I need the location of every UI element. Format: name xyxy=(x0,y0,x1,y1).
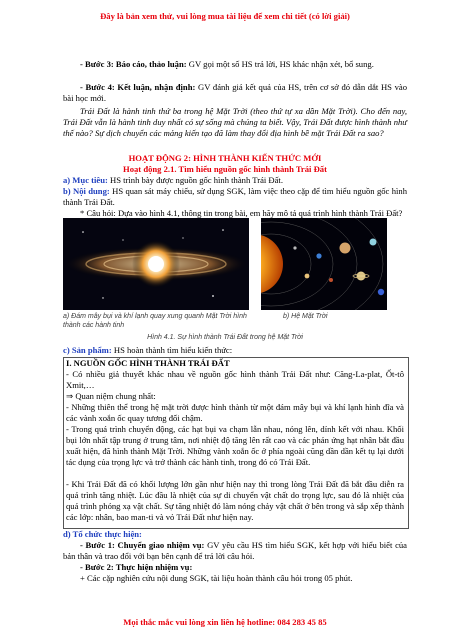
solar-system-illustration xyxy=(261,218,387,310)
box-line-2: ⇒ Quan niệm chung nhất: xyxy=(66,391,156,401)
activity-heading: HOẠT ĐỘNG 2: HÌNH THÀNH KIẾN THỨC MỚI xyxy=(128,153,322,163)
step4-label: - Bước 4: Kết luận, nhận định: xyxy=(80,82,196,92)
caption-b: b) Hệ Mặt Trời xyxy=(283,313,328,320)
dust-cloud-image xyxy=(63,218,249,310)
organize-label: d) Tổ chức thực hiện: xyxy=(63,529,142,539)
product-line xyxy=(63,345,407,356)
step2-label: - Bước 2: Thực hiện nhiệm vụ: xyxy=(80,562,193,572)
solar-system-image xyxy=(261,218,387,310)
figure-caption: Hình 4.1. Sự hình thành Trái Đất trong hệ Mặt Trời xyxy=(147,334,303,341)
content-text: HS quan sát máy chiếu, sử dụng SGK, làm việc theo cặp để tìm hiểu nguồn gốc hình thành Trái Đất. xyxy=(63,186,407,207)
hotline-banner: Mọi thắc mắc vui lòng xin liên hệ hotline: 084 283 45 85 xyxy=(123,617,327,627)
box-line-4: - Trong quá trình chuyển động, các hạt bụi va chạm lẫn nhau, nóng lên, dính kết với nhau. Khối bụi lớn nhất tập trung ở trung tâm, nơi nhiệt độ tăng lên rất cao và các phản ứng hạt nhân bắt đầu xuất hiện, đã hình thành Mặt Trời. Những vành xoắn ốc ở phía ngoài cũng dần dần kết tụ lại dưới tác dụng của trọng lực và trở thành các hành tinh, trong đó có Trái Đất. xyxy=(66,424,404,467)
question-line: * Câu hỏi: Dựa vào hình 4.1, thông tin trong bài, em hãy mô tả quá trình hình thành Trái Đất? xyxy=(80,208,403,218)
step4-text: GV đánh giá kết quả của HS, trên cơ sở đó dẫn dắt HS vào bài học mới. xyxy=(63,82,407,103)
box-line-1: - Có nhiều giả thuyết khác nhau về nguồn gốc hình thành Trái Đất như: Căng-La-plat, Ốt-tô Xmit,… xyxy=(66,369,404,390)
product-label: c) Sản phẩm: xyxy=(63,345,112,355)
content-label: b) Nội dung: xyxy=(63,186,110,196)
activity-subheading: Hoạt động 2.1. Tìm hiểu nguồn gốc hình thành Trái Đất xyxy=(123,164,327,174)
step2-text: + Các cặp nghiên cứu nội dung SGK, tài liệu hoàn thành câu hỏi trong 05 phút. xyxy=(80,573,353,583)
box-line-3: - Những thiên thể trong hệ mặt trời được hình thành từ một đám mây bụi và khí lạnh hình đĩa và các vành xoắn ốc quay tương đối chậm. xyxy=(66,402,404,423)
step3-text: GV gọi một số HS trả lời, HS khác nhận xét, bổ sung. xyxy=(186,59,374,69)
box-title: I. NGUỒN GỐC HÌNH THÀNH TRÁI ĐẤT xyxy=(66,358,230,368)
content-line xyxy=(63,186,407,208)
box-line-5: - Khi Trái Đất đã có khối lượng lớn gần như hiện nay thì trong lòng Trái Đất đã bắt đầu diễn ra quá trình tăng nhiệt. Lúc đầu là nhiệt của sự di chuyển vật chất do trọng lực, sau đó là nhiệt của quá trình phóng xạ vật chất. Sự tăng nhiệt đó làm nóng chảy vật chất ở bên trong và sắp xếp thành các lớp: nhân, bao man-ti và vỏ Trái Đất như hiện nay. xyxy=(66,479,404,522)
step1-text: GV yêu cầu HS tìm hiểu SGK, kết hợp với hiểu biết của bản thân và trao đổi với bạn bên cạnh để trả lời câu hỏi. xyxy=(63,540,407,561)
objective-line xyxy=(63,175,407,186)
caption-a: a) Đám mây bụi và khí lạnh quay xung quanh Mặt Trời hình thành các hành tinh xyxy=(63,313,247,329)
step1-label: - Bước 1: Chuyển giao nhiệm vụ: xyxy=(80,540,205,550)
product-text: HS hoàn thành tìm hiểu kiến thức: xyxy=(111,345,233,355)
intro-italic-paragraph: Trái Đất là hành tinh thứ ba trong hệ Mặt Trời (theo thứ tự xa dần Mặt Trời). Cho đến nay, Trái Đất vẫn là hành tinh duy nhất có sự sống mà chúng ta biết. Vậy, Trái Đất được hình thành như thế nào? Sự dịch chuyển các mảng kiến tạo đã làm thay đổi địa hình bề mặt Trái Đất ra sao? xyxy=(63,106,407,138)
step1-paragraph xyxy=(63,540,407,562)
preview-banner: Đây là bản xem thử, vui lòng mua tài liệu để xem chi tiết (có lời giải) xyxy=(100,11,350,21)
objective-label: a) Mục tiêu: xyxy=(63,175,108,185)
step3-label: - Bước 3: Báo cáo, thảo luận: xyxy=(80,59,187,69)
dust-cloud-illustration xyxy=(63,218,249,310)
objective-text: HS trình bày được nguồn gốc hình thành Trái Đất. xyxy=(107,175,283,185)
step4-paragraph xyxy=(63,82,407,104)
step3-paragraph xyxy=(63,59,407,70)
